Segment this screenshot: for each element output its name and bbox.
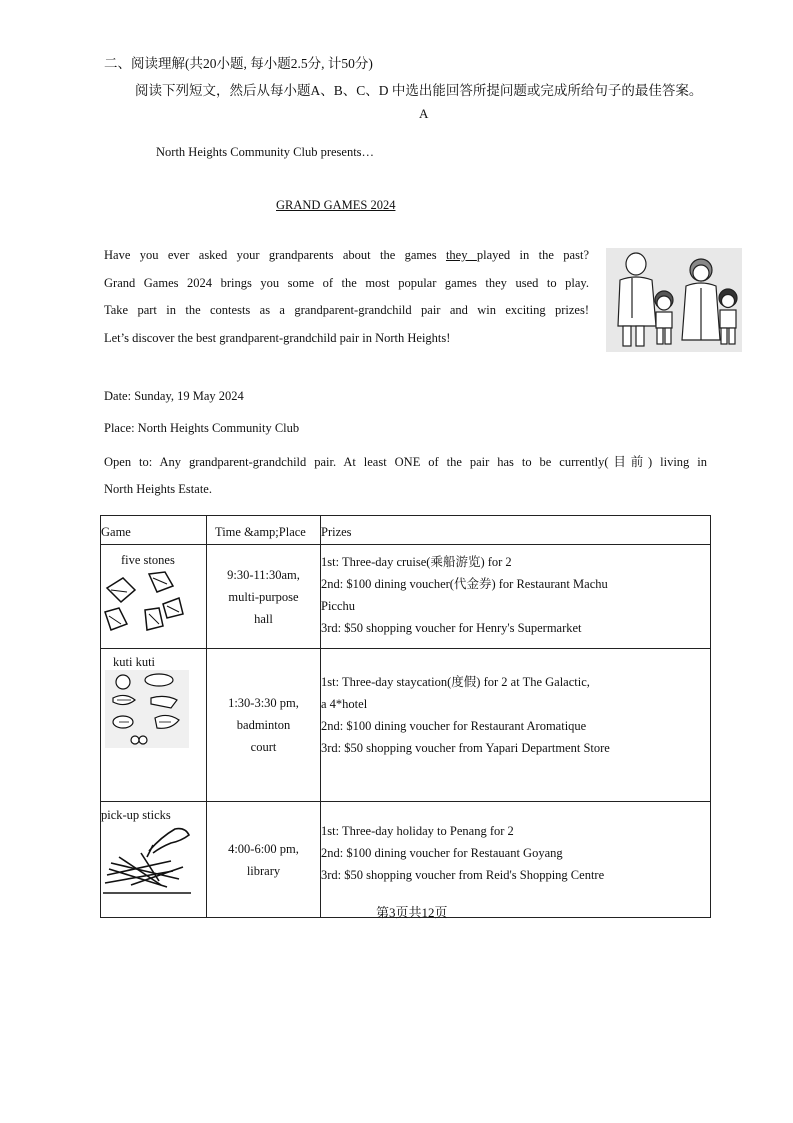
table-header-row [101,516,711,545]
game-name: pick-up sticks [101,808,171,822]
prizes-cell [321,545,711,649]
table-row [101,545,711,649]
game-name: five stones [121,553,175,567]
intro-line-3: Take part in the contests as a grandparent-grandchild pair and win exciting prizes! [104,303,589,317]
games-table [100,515,711,918]
table-row [101,649,711,802]
header-time-place-label: Time &amp;Place [215,525,306,539]
prize-line: 3rd: $50 shopping voucher from Yapari Department Store [321,741,610,755]
game-cell [101,802,207,918]
game-cell [101,545,207,649]
time-place-cell [207,545,321,649]
prize-line: 2nd: $100 dining voucher for Restaurant Aromatique [321,719,587,733]
instruction-text: 阅读下列短文，然后从每小题A、B、C、D 中选出能回答所提问题或完成所给句子的最佳答案。 [135,83,703,98]
intro-line-4: Let’s discover the best grandparent-grandchild pair in North Heights! [104,330,451,345]
prize-line: Picchu [321,599,356,613]
intro-text: Have you ever asked your grandparents about the games [104,248,446,262]
table-row [101,802,711,918]
presents-line: North Heights Community Club presents… [156,145,375,159]
prizes-cell [321,802,711,918]
game-place: court [250,740,277,754]
prize-line: a 4*hotel [321,697,368,711]
game-time: 9:30-11:30am, [227,567,300,582]
header-time-place [207,516,321,545]
family-illustration [606,248,742,352]
intro-line-2: Grand Games 2024 brings you some of the most popular games they used to play. [104,275,589,290]
prizes-cell [321,649,711,802]
prize-line: 3rd: $50 shopping voucher from Reid's Shopping Centre [321,868,605,882]
five-stones-icon [101,568,187,640]
game-time: 4:00-6:00 pm, [228,841,299,856]
game-place: hall [254,611,273,626]
pick-up-sticks-icon [101,823,195,897]
game-place: library [246,863,281,878]
header-prizes-label: Prizes [321,525,352,539]
header-game [101,516,207,545]
section-title: 二、阅读理解(共20小题, 每小题2.5分, 计50分) [104,56,373,71]
intro-line-1 [104,242,589,270]
header-game-label: Game [101,525,131,539]
passage-letter: A [419,106,429,121]
event-place: Place: North Heights Community Club [104,421,300,435]
prize-line: 2nd: $100 dining voucher for Restauant Goyang [321,846,563,860]
game-time: 1:30-3:30 pm, [228,696,299,710]
passage-title: GRAND GAMES 2024 [276,198,396,212]
prize-line: 1st: Three-day staycation(度假) for 2 at The Galactic, [321,675,590,689]
underlined-word: they [445,248,477,262]
header-prizes [321,516,711,545]
event-date: Date: Sunday, 19 May 2024 [104,389,244,403]
game-name: kuti kuti [113,655,156,669]
open-to-paragraph [104,449,707,503]
game-cell [101,649,207,802]
page-number: 第3页共12页 [376,905,448,920]
kuti-kuti-icon [105,670,189,748]
intro-text: played in the past? [476,248,589,262]
open-to-line-2: North Heights Estate. [104,482,212,496]
prize-line: 2nd: $100 dining voucher(代金券) for Restaurant Machu [321,577,608,591]
time-place-cell [207,802,321,918]
prize-line: 1st: Three-day holiday to Penang for 2 [321,824,514,838]
game-place: multi-purpose [228,589,299,604]
game-place: badminton [236,718,291,732]
prize-line: 3rd: $50 shopping voucher for Henry's Supermarket [321,621,582,635]
open-to-line-1: Open to: Any grandparent-grandchild pair. At least ONE of the pair has to be currently(目前) living in [104,455,707,469]
intro-paragraph [104,242,589,352]
prize-line: 1st: Three-day cruise(乘船游览) for 2 [321,555,512,569]
time-place-cell [207,649,321,802]
